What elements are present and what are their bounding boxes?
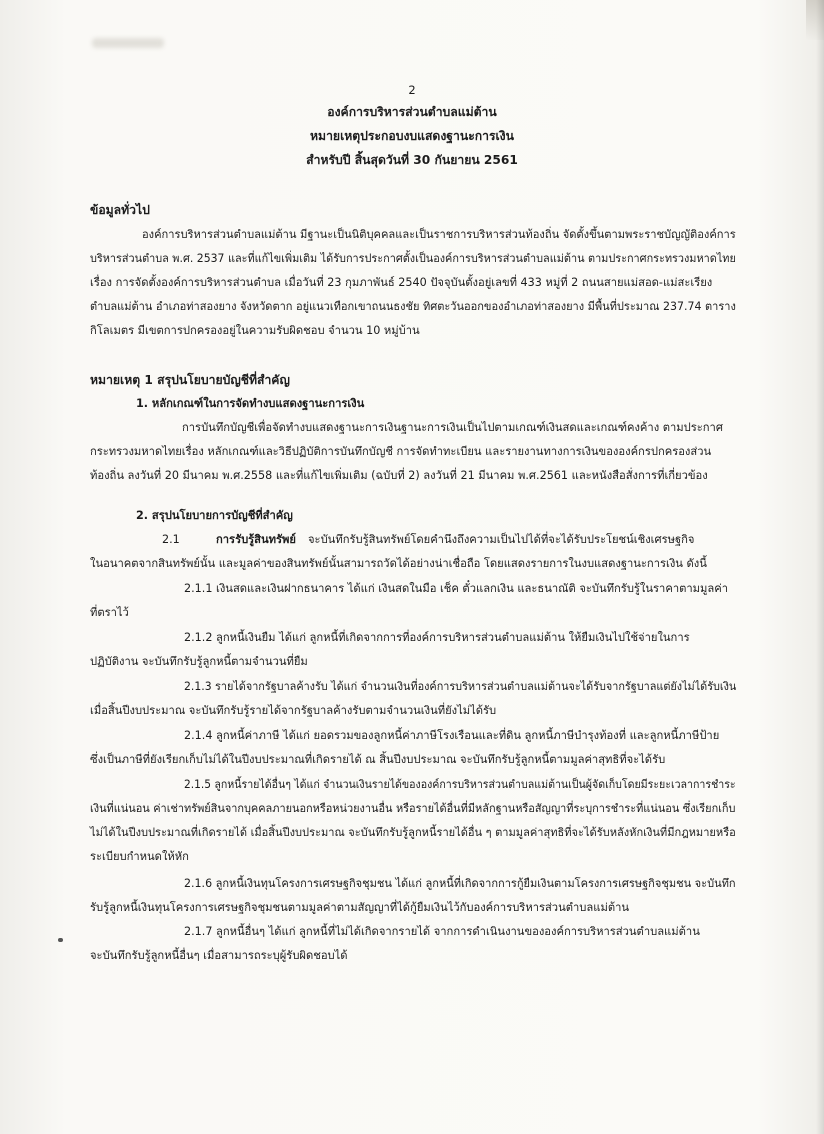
- general-line: กิโลเมตร มีเขตการปกครองอยู่ในความรับผิดชอบ จำนวน 10 หมู่บ้าน: [90, 324, 420, 337]
- item-2-1-5-line: ระเบียบกำหนดให้หัก: [90, 850, 189, 863]
- section2-heading: 2. สรุปนโยบายการบัญชีที่สำคัญ: [136, 509, 293, 522]
- item-2-1-2-line: 2.1.2 ลูกหนี้เงินยืม ได้แก่ ลูกหนี้ที่เกิดจากการที่องค์การบริหารส่วนตำบลแม่ต้าน ให้ยืมเงินไปใช้จ่ายในการ: [184, 631, 690, 644]
- item-2-1-3-line: 2.1.3 รายได้จากรัฐบาลค้างรับ ได้แก่ จำนวนเงินที่องค์การบริหารส่วนตำบลแม่ต้านจะได้รับจากรัฐบาลแต่ยังไม่ได้รับเงิน: [184, 680, 737, 693]
- scan-smudge: [92, 38, 164, 48]
- section1-line: กระทรวงมหาดไทยเรื่อง หลักเกณฑ์และวิธีปฏิบัติการบันทึกบัญชี การจัดทำทะเบียน และรายงานทางการเงินขององค์กรปกครองส่วน: [90, 445, 712, 458]
- item-2-1-7-line: จะบันทึกรับรู้ลูกหนี้อื่นๆ เมื่อสามารถระบุผู้รับผิดชอบได้: [90, 949, 348, 962]
- note1-heading: หมายเหตุ 1 สรุปนโยบายบัญชีที่สำคัญ: [90, 373, 290, 387]
- item-2-1-4-line: ซึ่งเป็นภาษีที่ยังเรียกเก็บไม่ได้ในปีงบประมาณที่เกิดรายได้ ณ สิ้นปีงบประมาณ จะบันทึกรับรู้ลูกหนี้ตามมูลค่าสุทธิที่จะได้รับ: [90, 753, 666, 766]
- document-title: หมายเหตุประกอบงบแสดงฐานะการเงิน: [310, 129, 514, 143]
- item-2-1-5-line: 2.1.5 ลูกหนี้รายได้อื่นๆ ได้แก่ จำนวนเงินรายได้ขององค์การบริหารส่วนตำบลแม่ต้านเป็นผู้จัดเก็บโดยมีระยะเวลาการชำระ: [184, 778, 736, 791]
- page-number: 2: [408, 83, 416, 97]
- section1-line: การบันทึกบัญชีเพื่อจัดทำงบแสดงฐานะการเงินฐานะการเงินเป็นไปตามเกณฑ์เงินสดและเกณฑ์คงค้าง ตามประกาศ: [182, 421, 723, 434]
- reporting-period: สำหรับปี สิ้นสุดวันที่ 30 กันยายน 2561: [306, 153, 518, 167]
- item-2-1-7-line: 2.1.7 ลูกหนี้อื่นๆ ได้แก่ ลูกหนี้ที่ไม่ได้เกิดจากรายได้ จากการดำเนินงานขององค์การบริหารส่วนตำบลแม่ต้าน: [184, 925, 700, 938]
- item-2-1-2-line: ปฏิบัติงาน จะบันทึกรับรู้ลูกหนี้ตามจำนวนที่ยืม: [90, 655, 308, 668]
- item-2-1-4-line: 2.1.4 ลูกหนี้ค่าภาษี ได้แก่ ยอดรวมของลูกหนี้ค่าภาษีโรงเรือนและที่ดิน ลูกหนี้ภาษีบำรุงท้องที่ และลูกหนี้ภาษีป้าย: [184, 729, 720, 742]
- ink-mark: [58, 938, 63, 942]
- item-2-1-1-line: 2.1.1 เงินสดและเงินฝากธนาคาร ได้แก่ เงินสดในมือ เช็ค ตั๋วแลกเงิน และธนาณัติ จะบันทึกรับรู้ในราคาตามมูลค่า: [184, 582, 729, 595]
- item-2-1-1-line: ที่ตราไว้: [90, 606, 129, 619]
- organization-name: องค์การบริหารส่วนตำบลแม่ต้าน: [327, 105, 497, 119]
- general-line: องค์การบริหารส่วนตำบลแม่ต้าน มีฐานะเป็นนิติบุคคลและเป็นราชการบริหารส่วนท้องถิ่น จัดตั้งขึ้นตามพระราชบัญญัติองค์การ: [142, 228, 736, 241]
- general-line: เรื่อง การจัดตั้งองค์การบริหารส่วนตำบล เมื่อวันที่ 23 กุมภาพันธ์ 2540 ปัจจุบันตั้งอยู่เลขที่ 433 หมู่ที่ 2 ถนนสายแม่สอด-แม่สะเรียง: [90, 276, 713, 289]
- section1-line: ท้องถิ่น ลงวันที่ 20 มีนาคม พ.ศ.2558 และที่แก้ไขเพิ่มเติม (ฉบับที่ 2) ลงวันที่ 21 มีนาคม พ.ศ.2561 และหนังสือสั่งการที่เกี่ยวข้อง: [90, 469, 708, 482]
- general-heading: ข้อมูลทั่วไป: [90, 203, 150, 217]
- general-line: บริหารส่วนตำบล พ.ศ. 2537 และที่แก้ไขเพิ่มเติม ได้รับการประกาศตั้งเป็นองค์การบริหารส่วนตำบลแม่ต้าน ตามประกาศกระทรวงมหาดไทย: [90, 252, 736, 265]
- general-line: ตำบลแม่ต้าน อำเภอท่าสองยาง จังหวัดตาก อยู่แนวเทือกเขาถนนธงชัย ทิศตะวันออกของอำเภอท่าสองยาง มีพื้นที่ประมาณ 237.74 ตาราง: [90, 300, 736, 313]
- item-2-1-6-line: 2.1.6 ลูกหนี้เงินทุนโครงการเศรษฐกิจชุมชน ได้แก่ ลูกหนี้ที่เกิดจากการกู้ยืมเงินตามโครงการเศรษฐกิจชุมชน จะบันทึก: [184, 877, 736, 890]
- page-edge-shadow: [816, 0, 824, 1134]
- item-2-1-5-line: ไม่ได้ในปีงบประมาณที่เกิดรายได้ เมื่อสิ้นปีงบประมาณ จะบันทึกรับรู้ลูกหนี้รายได้อื่น ๆ ตามมูลค่าสุทธิที่จะได้รับหลังหักเงินที่มีกฎหมายหรือ: [90, 826, 736, 839]
- section1-heading: 1. หลักเกณฑ์ในการจัดทำงบแสดงฐานะการเงิน: [136, 397, 365, 410]
- s21-title: การรับรู้สินทรัพย์: [216, 533, 296, 546]
- item-2-1-3-line: เมื่อสิ้นปีงบประมาณ จะบันทึกรับรู้รายได้จากรัฐบาลค้างรับตามจำนวนเงินที่ยังไม่ได้รับ: [90, 704, 497, 717]
- item-2-1-5-line: เงินที่แน่นอน ค่าเช่าทรัพย์สินจากบุคคลภายนอกหรือหน่วยงานอื่น หรือรายได้อื่นที่มีหลักฐานหรือสัญญาที่ระบุการชำระที่แน่นอน ซึ่งเรียกเก็บ: [90, 802, 736, 815]
- item-2-1-6-line: รับรู้ลูกหนี้เงินทุนโครงการเศรษฐกิจชุมชนตามมูลค่าตามสัญญาที่ได้กู้ยืมเงินไว้กับองค์การบริหารส่วนตำบลแม่ต้าน: [90, 901, 630, 914]
- s21-line2: ในอนาคตจากสินทรัพย์นั้น และมูลค่าของสินทรัพย์นั้นสามารถวัดได้อย่างน่าเชื่อถือ โดยแสดงรายการในงบแสดงฐานะการเงิน ดังนี้: [90, 557, 707, 570]
- s21-number: 2.1: [162, 533, 180, 546]
- s21-line1-rest: จะบันทึกรับรู้สินทรัพย์โดยคำนึงถึงความเป็นไปได้ที่จะได้รับประโยชน์เชิงเศรษฐกิจ: [308, 533, 695, 546]
